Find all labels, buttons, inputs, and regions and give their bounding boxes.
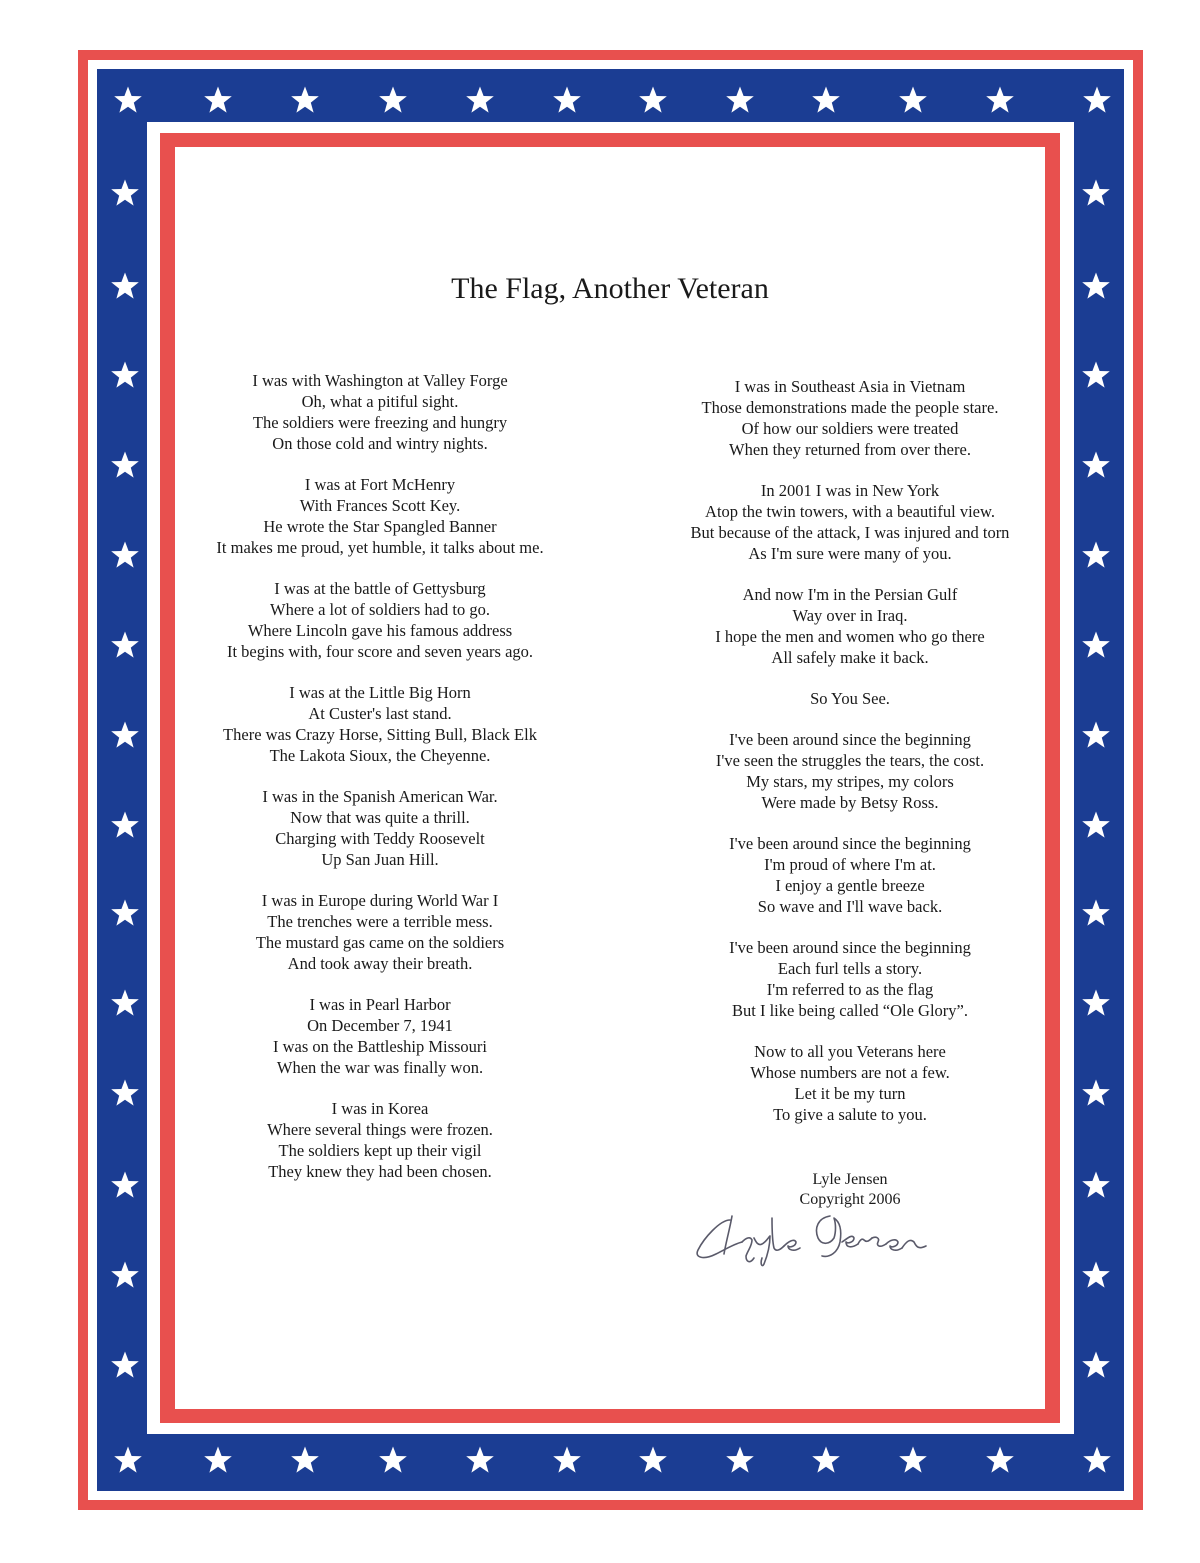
star-icon [1081,988,1111,1018]
poem-line: As I'm sure were many of you. [748,544,952,563]
poem-line: On December 7, 1941 [307,1016,453,1035]
star-icon [203,85,233,115]
stanza [180,890,580,974]
poem-line: Whose numbers are not a few. [750,1063,950,1082]
stanza [655,729,1045,813]
star-icon [113,1445,143,1475]
poem-line: He wrote the Star Spangled Banner [263,517,497,536]
stanza [180,1098,580,1182]
stanza [180,474,580,558]
star-icon [985,1445,1015,1475]
star-icon [110,1350,140,1380]
stanza [180,370,580,454]
star-icon [552,1445,582,1475]
star-icon [725,85,755,115]
stanza [655,480,1045,564]
star-icon [638,85,668,115]
star-icon [110,810,140,840]
star-icon [110,720,140,750]
poem-line: I've been around since the beginning [729,730,971,749]
author-name: Lyle Jensen [812,1171,888,1188]
poem-line: It makes me proud, yet humble, it talks about me. [216,538,544,557]
poem-line: I've seen the struggles the tears, the cost. [715,751,985,770]
star-icon [638,1445,668,1475]
poem-line: I was in Southeast Asia in Vietnam [734,377,966,396]
star-icon [465,1445,495,1475]
poem-right-column [655,376,1045,1145]
star-icon [110,1260,140,1290]
poem-line: My stars, my stripes, my colors [746,772,954,791]
poem-line: The mustard gas came on the soldiers [255,933,505,952]
star-icon [552,85,582,115]
star-icon [378,1445,408,1475]
star-icon [811,1445,841,1475]
star-icon [1081,178,1111,208]
star-icon [110,360,140,390]
poem-line: When they returned from over there. [729,440,971,459]
star-icon [110,1170,140,1200]
star-icon [110,898,140,928]
star-icon [1081,1260,1111,1290]
poem-title: The Flag, Another Veteran [451,272,769,305]
stanza [655,937,1045,1021]
poem-line: It begins with, four score and seven years ago. [226,642,534,661]
star-icon [1081,1170,1111,1200]
star-icon [1081,898,1111,928]
poem-line: I was at the battle of Gettysburg [274,579,486,598]
poem-line: Where a lot of soldiers had to go. [270,600,490,619]
star-icon [290,1445,320,1475]
poem-line: But because of the attack, I was injured and torn [690,523,1010,542]
poem-line: Each furl tells a story. [777,959,923,978]
stanza [655,1041,1045,1125]
star-icon [811,85,841,115]
poem-line: Up San Juan Hill. [321,850,439,869]
poem-line: In 2001 I was in New York [760,481,940,500]
star-icon [1081,271,1111,301]
star-icon [985,85,1015,115]
poem-line: I was on the Battleship Missouri [272,1037,488,1056]
poem-line: I was in Korea [331,1099,429,1118]
poem-line: I was at Fort McHenry [304,475,456,494]
poem-line: But I like being called “Ole Glory”. [732,1001,968,1020]
stanza [655,833,1045,917]
poem-line: They knew they had been chosen. [268,1162,492,1181]
poem-line: I've been around since the beginning [729,938,971,957]
poem-line: The soldiers were freezing and hungry [252,413,508,432]
star-icon [110,630,140,660]
poem-line: All safely make it back. [771,648,929,667]
star-icon [1081,630,1111,660]
poem-line: I was at the Little Big Horn [289,683,471,702]
poem-line: There was Crazy Horse, Sitting Bull, Black Elk [223,725,537,744]
poem-line: And took away their breath. [287,954,473,973]
poem-line: Of how our soldiers were treated [741,419,959,438]
star-icon [110,450,140,480]
poem-line: The trenches were a terrible mess. [267,912,493,931]
star-icon [1081,540,1111,570]
star-icon [1082,1445,1112,1475]
star-icon [110,271,140,301]
star-icon [1081,1350,1111,1380]
stanza [655,584,1045,668]
poem-line: I was in Pearl Harbor [309,995,451,1014]
star-icon [1082,85,1112,115]
poem-line: On those cold and wintry nights. [272,434,488,453]
poem-line: I'm referred to as the flag [766,980,934,999]
poem-line: Where several things were frozen. [267,1120,493,1139]
poem-line: Those demonstrations made the people stare. [701,398,999,417]
star-icon [113,85,143,115]
stanza [180,578,580,662]
poem-line: The soldiers kept up their vigil [278,1141,482,1160]
star-icon [1081,450,1111,480]
poem-line: I was in the Spanish American War. [262,787,498,806]
stanza [180,994,580,1078]
star-icon [725,1445,755,1475]
poem-line: At Custer's last stand. [308,704,452,723]
poem-line: To give a salute to you. [773,1105,927,1124]
poem-line: I was with Washington at Valley Forge [252,371,508,390]
poem-line: Way over in Iraq. [792,606,908,625]
poem-line: I'm proud of where I'm at. [764,855,936,874]
poem-line: I hope the men and women who go there [715,627,985,646]
poem-line: Charging with Teddy Roosevelt [275,829,485,848]
handwritten-signature [690,1198,960,1268]
poem-left-column [180,370,580,1202]
poem-line: When the war was finally won. [276,1058,484,1077]
stanza [655,688,1045,709]
poem-line: Now that was quite a thrill. [290,808,470,827]
poem-line: Oh, what a pitiful sight. [301,392,459,411]
poem-line: Were made by Betsy Ross. [761,793,939,812]
poem-line: The Lakota Sioux, the Cheyenne. [269,746,491,765]
star-icon [898,85,928,115]
poem-line: So You See. [810,689,890,708]
poem-line: Now to all you Veterans here [754,1042,946,1061]
star-icon [110,178,140,208]
star-icon [110,988,140,1018]
poem-line: I was in Europe during World War I [261,891,499,910]
star-icon [465,85,495,115]
star-icon [1081,1078,1111,1108]
star-icon [290,85,320,115]
poem-line: And now I'm in the Persian Gulf [742,585,958,604]
poem-line: Atop the twin towers, with a beautiful view. [705,502,995,521]
poem-line: I've been around since the beginning [729,834,971,853]
stanza [180,682,580,766]
poem-line: So wave and I'll wave back. [757,897,943,916]
poem-line: With Frances Scott Key. [299,496,461,515]
star-icon [378,85,408,115]
star-icon [110,1078,140,1108]
star-icon [110,540,140,570]
star-icon [1081,720,1111,750]
star-icon [1081,810,1111,840]
star-icon [1081,360,1111,390]
poem-line: Where Lincoln gave his famous address [247,621,513,640]
copyright-notice: Copyright 2006 [799,1191,901,1208]
poem-line: I enjoy a gentle breeze [775,876,925,895]
stanza [655,376,1045,460]
star-icon [898,1445,928,1475]
stanza [180,786,580,870]
poem-line: Let it be my turn [794,1084,906,1103]
star-icon [203,1445,233,1475]
